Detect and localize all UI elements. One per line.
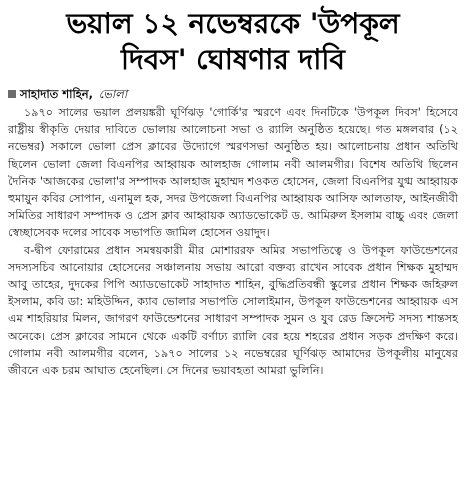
byline <box>8 86 458 102</box>
dateline-location: ভোলা <box>98 87 128 101</box>
body-paragraph-2: ব-দ্বীপ ফোরামের প্রধান সমন্বয়কারী মীর মোশাররফ অমির সভাপতিত্বে ও উপকূল ফাউন্ডেশনের সদস্যসচিব আনোয়ার হোসেনের সঞ্চালনায় সভায় আরো বক্তব্য রাখেন সাবেক প্রধান শিক্ষক মুহাম্মদ আবু তাহের, দুদকের পিপি অ্যাডভোকেট সাহাদাত শাহিন, বুদ্ধিপ্রতিবন্ধী স্কুলের প্রধান শিক্ষক জহিরুল ইসলাম, কবি ডা: মহিউদ্দিন, ক্যাব ভোলার সভাপতি সোলাইমান, উপকূল ফাউন্ডেশনের আহ্বায়ক এস এম শাহরিয়ার মিলন, জাগরণ ফাউন্ডেশনের সাধারণ সম্পাদক সুমন ও যুব রেড ক্রিসেন্ট সদস্য শান্তসহ অনেকে। প্রেস ক্লাবের সামনে থেকে একটি বর্ণাঢ্য র‍্যালি বের হয়ে শহরের প্রধান সড়ক প্রদক্ষিণ করে। গোলাম নবী আলমগীর বলেন, ১৯৭০ সালের ১২ নভেম্বরের ঘূর্ণিঝড় আমাদের উপকূলীয় মানুষের জীবনে এক চরম আঘাত হেনেছিল। সে দিনের ভয়াবহতা আমরা ভুলিনি। <box>8 243 458 378</box>
byline-space <box>94 86 98 102</box>
body-paragraph-1: ১৯৭০ সালের ভয়াল প্রলয়ঙ্করী ঘূর্ণিঝড় 'গোর্কি'র স্মরণে এবং দিনটিকে 'উপকূল দিবস' হিসেবে রাষ্ট্রীয় স্বীকৃতি দেয়ার দাবিতে ভোলায় আলোচনা সভা ও র‍্যালি অনুষ্ঠিত হয়েছে। গত মঙ্গলবার (১২ নভেম্বর) সকালে ভোলা প্রেস ক্লাবের উদ্যোগে স্মরণসভা অনুষ্ঠিত হয়। আলোচনায় প্রধান অতিথি ছিলেন ভোলা জেলা বিএনপির আহ্বায়ক আলহাজ গোলাম নবী আলমগীর। বিশেষ অতিথি ছিলেন দৈনিক 'আজকের ভোলা'র সম্পাদক আলহাজ মুহাম্মদ শওকত হোসেন, জেলা বিএনপির যুগ্ম আহ্বায়ক হুমায়ুন কবির সোপান, এনামুল হক, সদর উপজেলা বিএনপির আহ্বায়ক আসিফ আলতাফ, আইনজীবী সমিতির সাধারণ সম্পাদক ও প্রেস ক্লাব আহ্বায়ক অ্যাডভোকেট ড. আমিরুল ইসলাম বাচ্চু এবং জেলা স্বেচ্ছাসেবক দলের সাবেক সভাপতি জামিল হোসেন ওয়াদুদ। <box>8 106 458 240</box>
author-name: সাহাদাত শাহিন, <box>20 87 94 101</box>
headline-line-2: দিবস' ঘোষণার দাবি <box>121 43 345 76</box>
article-body <box>8 104 458 379</box>
headline-line-1: ভয়াল ১২ নভেম্বরকে 'উপকূল <box>66 7 400 40</box>
headline <box>8 6 458 78</box>
square-bullet-icon <box>8 90 16 98</box>
